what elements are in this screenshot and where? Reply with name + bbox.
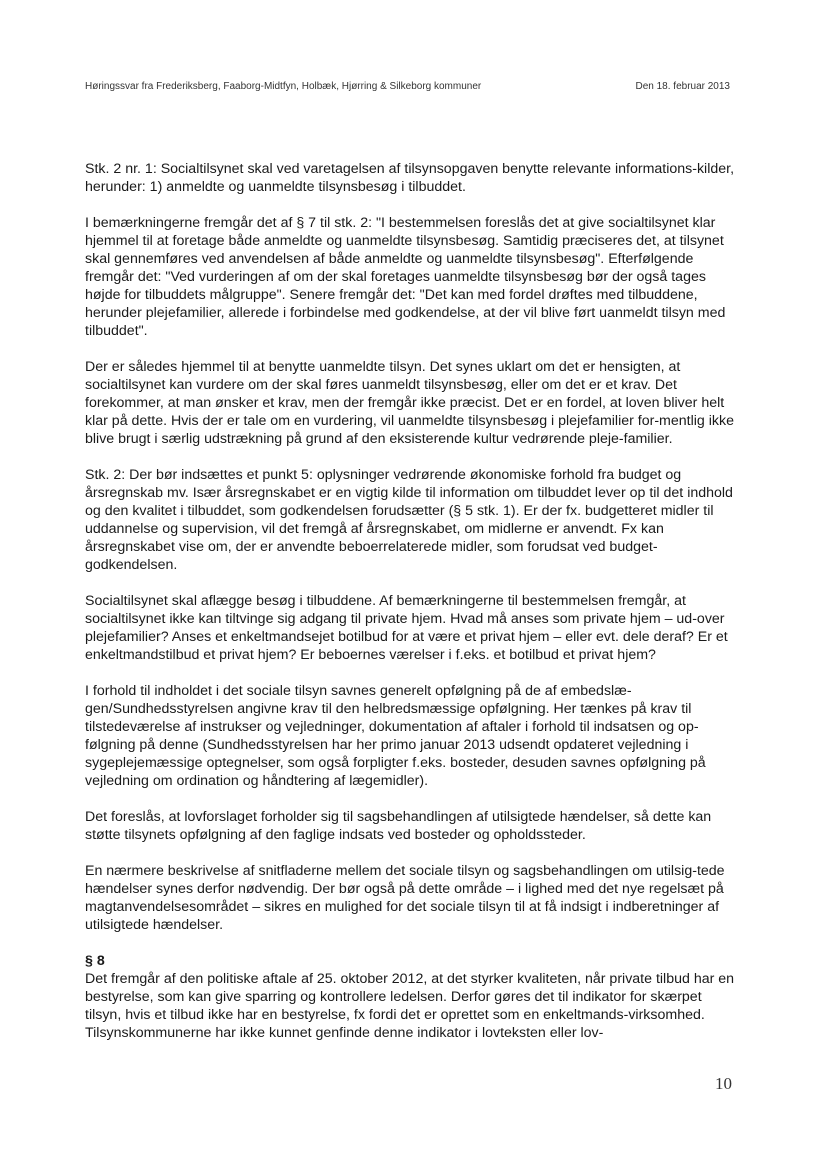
paragraph-stk2-nr1: Stk. 2 nr. 1: Socialtilsynet skal ved varetagelsen af tilsynsopgaven benytte relevante informations-kilder, herunder: 1) anmeldte og uanmeldte tilsynsbesøg i tilbuddet. [85, 161, 735, 195]
paragraph-sundhed: I forhold til indholdet i det sociale tilsyn savnes generelt opfølgning på de af embedslæ-gen/Sundhedsstyrelsen angivne krav til den helbredsmæssige opfølgning. Her tænkes på krav til tilstedeværelse af instrukser og vejledninger, dokumentation af aftaler i forhold til indsatsen og op-følgning på denne (Sundhedsstyrelsen har her primo januar 2013 udsendt opdateret vejledning i sygeplejemæssige optegnelser, som også forpligter f.eks. bosteder, desuden savnes opfølgning på vejledning om ordination og håndtering af lægemidler). [85, 683, 706, 789]
paragraph-stk2-punkt5: Stk. 2: Der bør indsættes et punkt 5: oplysninger vedrørende økonomiske forhold fra budget og årsregnskab mv. Især årsregnskabet er en vigtig kilde til information om tilbuddet lever op til det indhold og den kvalitet i tilbuddet, som godkendelsen forudsætter (§ 5 stk. 1). Er der fx. budgetteret midler til uddannelse og supervision, vil det fremgå af årsregnskabet, om midlerne er anvendt. Fx kan årsregnskabet vise om, der er anvendte beboerrelaterede midler, som forudsat ved budget-godkendelsen. [85, 467, 733, 573]
header-date: Den 18. februar 2013 [635, 81, 730, 92]
paragraph-snitflader: En nærmere beskrivelse af snitfladerne mellem det sociale tilsyn og sagsbehandlingen om utilsig-tede hændelser synes derfor nødvendig. Der bør også på dette område – i lighed med det nye regelsæt på magtanvendelsesområdet – sikres en mulighed for det sociale tilsyn til at få indsigt i indberetninger af utilsigtede hændelser. [85, 863, 725, 933]
document-body [85, 160, 735, 1060]
paragraph-bemaerkninger: I bemærkningerne fremgår det af § 7 til stk. 2: "I bestemmelsen foreslås det at give socialtilsynet klar hjemmel til at foretage både anmeldte og uanmeldte tilsynsbesøg. Samtidig præciseres det, at tilsynet skal gennemføres ved anvendelsen af både anmeldte og uanmeldte tilsynsbesøg". Efterfølgende fremgår det: "Ved vurderingen af om der skal foretages uanmeldte tilsynsbesøg bør der også tages højde for tilbuddets målgruppe". Senere fremgår det: "Det kan med fordel drøftes med tilbuddene, herunder plejefamilier, allerede i forbindelse med godkendelse, at der vil blive ført uanmeldt tilsyn med tilbuddet". [85, 215, 726, 339]
paragraph-utilsigtede: Det foreslås, at lovforslaget forholder sig til sagsbehandlingen af utilsigtede hændelser, så dette kan støtte tilsynets opfølgning af den faglige indsats ved bosteder og opholdssteder. [85, 809, 712, 843]
paragraph-private-hjem: Socialtilsynet skal aflægge besøg i tilbuddene. Af bemærkningerne til bestemmelsen fremgår, at socialtilsynet ikke kan tiltvinge sig adgang til private hjem. Hvad må anses som private hjem – ud-over plejefamilier? Anses et enkeltmandsejet botilbud for at være et privat hjem – eller evt. dele deraf? Er et enkeltmandstilbud et privat hjem? Er beboernes værelser i f.eks. et botilbud et privat hjem? [85, 593, 728, 663]
page-number: 10 [715, 1074, 732, 1093]
header-title: Høringssvar fra Frederiksberg, Faaborg-Midtfyn, Holbæk, Hjørring & Silkeborg kommuner [85, 81, 482, 92]
paragraph-section-8: Det fremgår af den politiske aftale af 25. oktober 2012, at det styrker kvaliteten, når private tilbud har en bestyrelse, som kan give sparring og kontrollere ledelsen. Derfor gøres det til indikator for skærpet tilsyn, hvis et tilbud ikke har en bestyrelse, fx fordi det er oprettet som en enkeltmands-virksomhed. Tilsynskommunerne har ikke kunnet genfinde denne indikator i lovteksten eller lov- [85, 971, 735, 1041]
paragraph-hjemmel: Der er således hjemmel til at benytte uanmeldte tilsyn. Det synes uklart om det er hensigten, at socialtilsynet kan vurdere om der skal føres uanmeldt tilsynsbesøg, eller om det er et krav. Det forekommer, at man ønsker et krav, men der fremgår ikke præcist. Det er en fordel, at loven bliver helt klar på dette. Hvis der er tale om en vurdering, vil uanmeldte tilsynsbesøg i plejefamilier for-mentlig ikke blive brugt i særlig udstrækning på grund af den eksisterende kultur vedrørende pleje-familier. [85, 359, 734, 447]
section-heading: § 8 [85, 953, 105, 969]
